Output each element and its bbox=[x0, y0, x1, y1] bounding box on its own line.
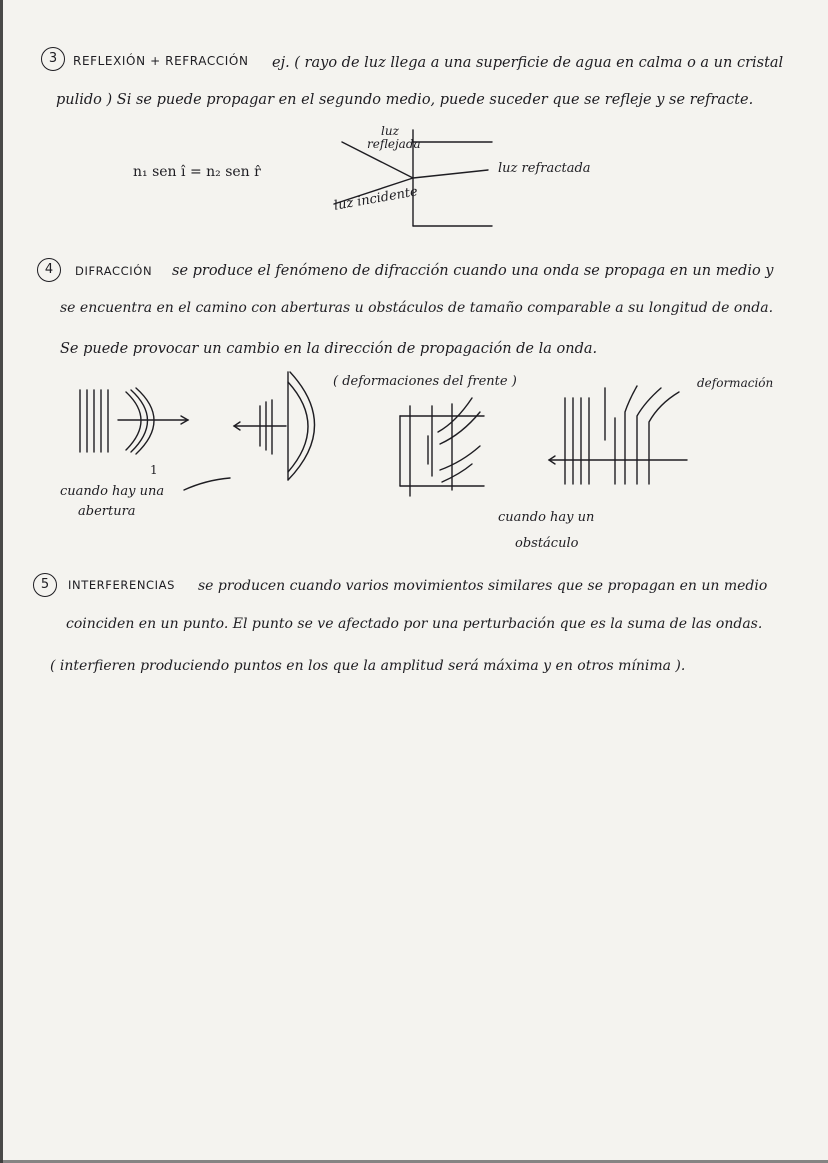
label-reflected-light-1: luz bbox=[381, 124, 399, 138]
section-3-line-2: pulido ) Si se puede propagar en el segundo medio, puede suceder que se refleje y se refracte. bbox=[56, 92, 754, 108]
reflection-refraction-diagram bbox=[330, 128, 530, 238]
label-opening-1: cuando hay una bbox=[60, 484, 165, 499]
curved-front bbox=[440, 412, 480, 444]
label-obstacle-1: cuando hay un bbox=[498, 510, 595, 525]
section-4-line-1: se produce el fenómeno de difracción cuando una onda se propaga en un medio y bbox=[172, 263, 774, 279]
section-5-line-1: se producen cuando varios movimientos similares que se propagan en un medio bbox=[198, 578, 768, 594]
diffracted-wavefront bbox=[288, 372, 315, 480]
section-3-number: 3 bbox=[41, 47, 65, 71]
section-4-number: 4 bbox=[37, 258, 61, 282]
diffraction-obstacle-diagram bbox=[545, 382, 695, 492]
section-3-line-1: ej. ( rayo de luz llega a una superficie de agua en calma o a un cristal bbox=[272, 55, 784, 71]
section-4-line-3: Se puede provocar un cambio en la dirección de propagación de la onda. bbox=[60, 341, 598, 357]
mark-one: 1 bbox=[150, 463, 158, 477]
curved-front bbox=[440, 446, 480, 470]
bending-front bbox=[625, 386, 637, 484]
label-opening-2: abertura bbox=[78, 504, 136, 519]
label-reflected-light-2: reflejada bbox=[367, 137, 421, 151]
section-4-line-2: se encuentra en el camino con aberturas u obstáculos de tamaño comparable a su longitud de onda. bbox=[60, 300, 774, 316]
section-3-title: REFLEXIÓN + REFRACCIÓN bbox=[73, 54, 249, 68]
section-5-title: INTERFERENCIAS bbox=[68, 578, 176, 592]
section-5-number: 5 bbox=[33, 573, 57, 597]
section-4-title: DIFRACCIÓN bbox=[75, 264, 153, 278]
bending-front bbox=[649, 392, 679, 484]
label-refracted-light: luz refractada bbox=[498, 161, 591, 176]
refracted-ray bbox=[413, 170, 488, 178]
section-5-line-3: ( interfieren produciendo puntos en los que la amplitud será máxima y en otros mínima ). bbox=[50, 658, 686, 674]
diffraction-grid-diagram bbox=[392, 392, 502, 502]
pointer-line bbox=[184, 478, 230, 490]
pointer-stroke bbox=[182, 474, 234, 494]
label-incident-light: luz incidente bbox=[332, 184, 419, 214]
diffracted-wavefront bbox=[126, 392, 141, 450]
label-deformations: ( deformaciones del frente ) bbox=[333, 374, 517, 389]
label-deformation: deformación bbox=[697, 376, 774, 390]
scan-left-edge bbox=[0, 0, 3, 1163]
curved-front bbox=[438, 398, 472, 432]
snell-law-formula: n₁ sen î = n₂ sen r̂ bbox=[133, 164, 261, 180]
section-5-line-2: coinciden en un punto. El punto se ve afectado por una perturbación que es la suma de las ondas. bbox=[66, 616, 763, 632]
diffraction-opening-diagram-2 bbox=[230, 368, 340, 488]
label-obstacle-2: obstáculo bbox=[515, 536, 579, 551]
diffraction-opening-diagram-1 bbox=[60, 380, 200, 480]
